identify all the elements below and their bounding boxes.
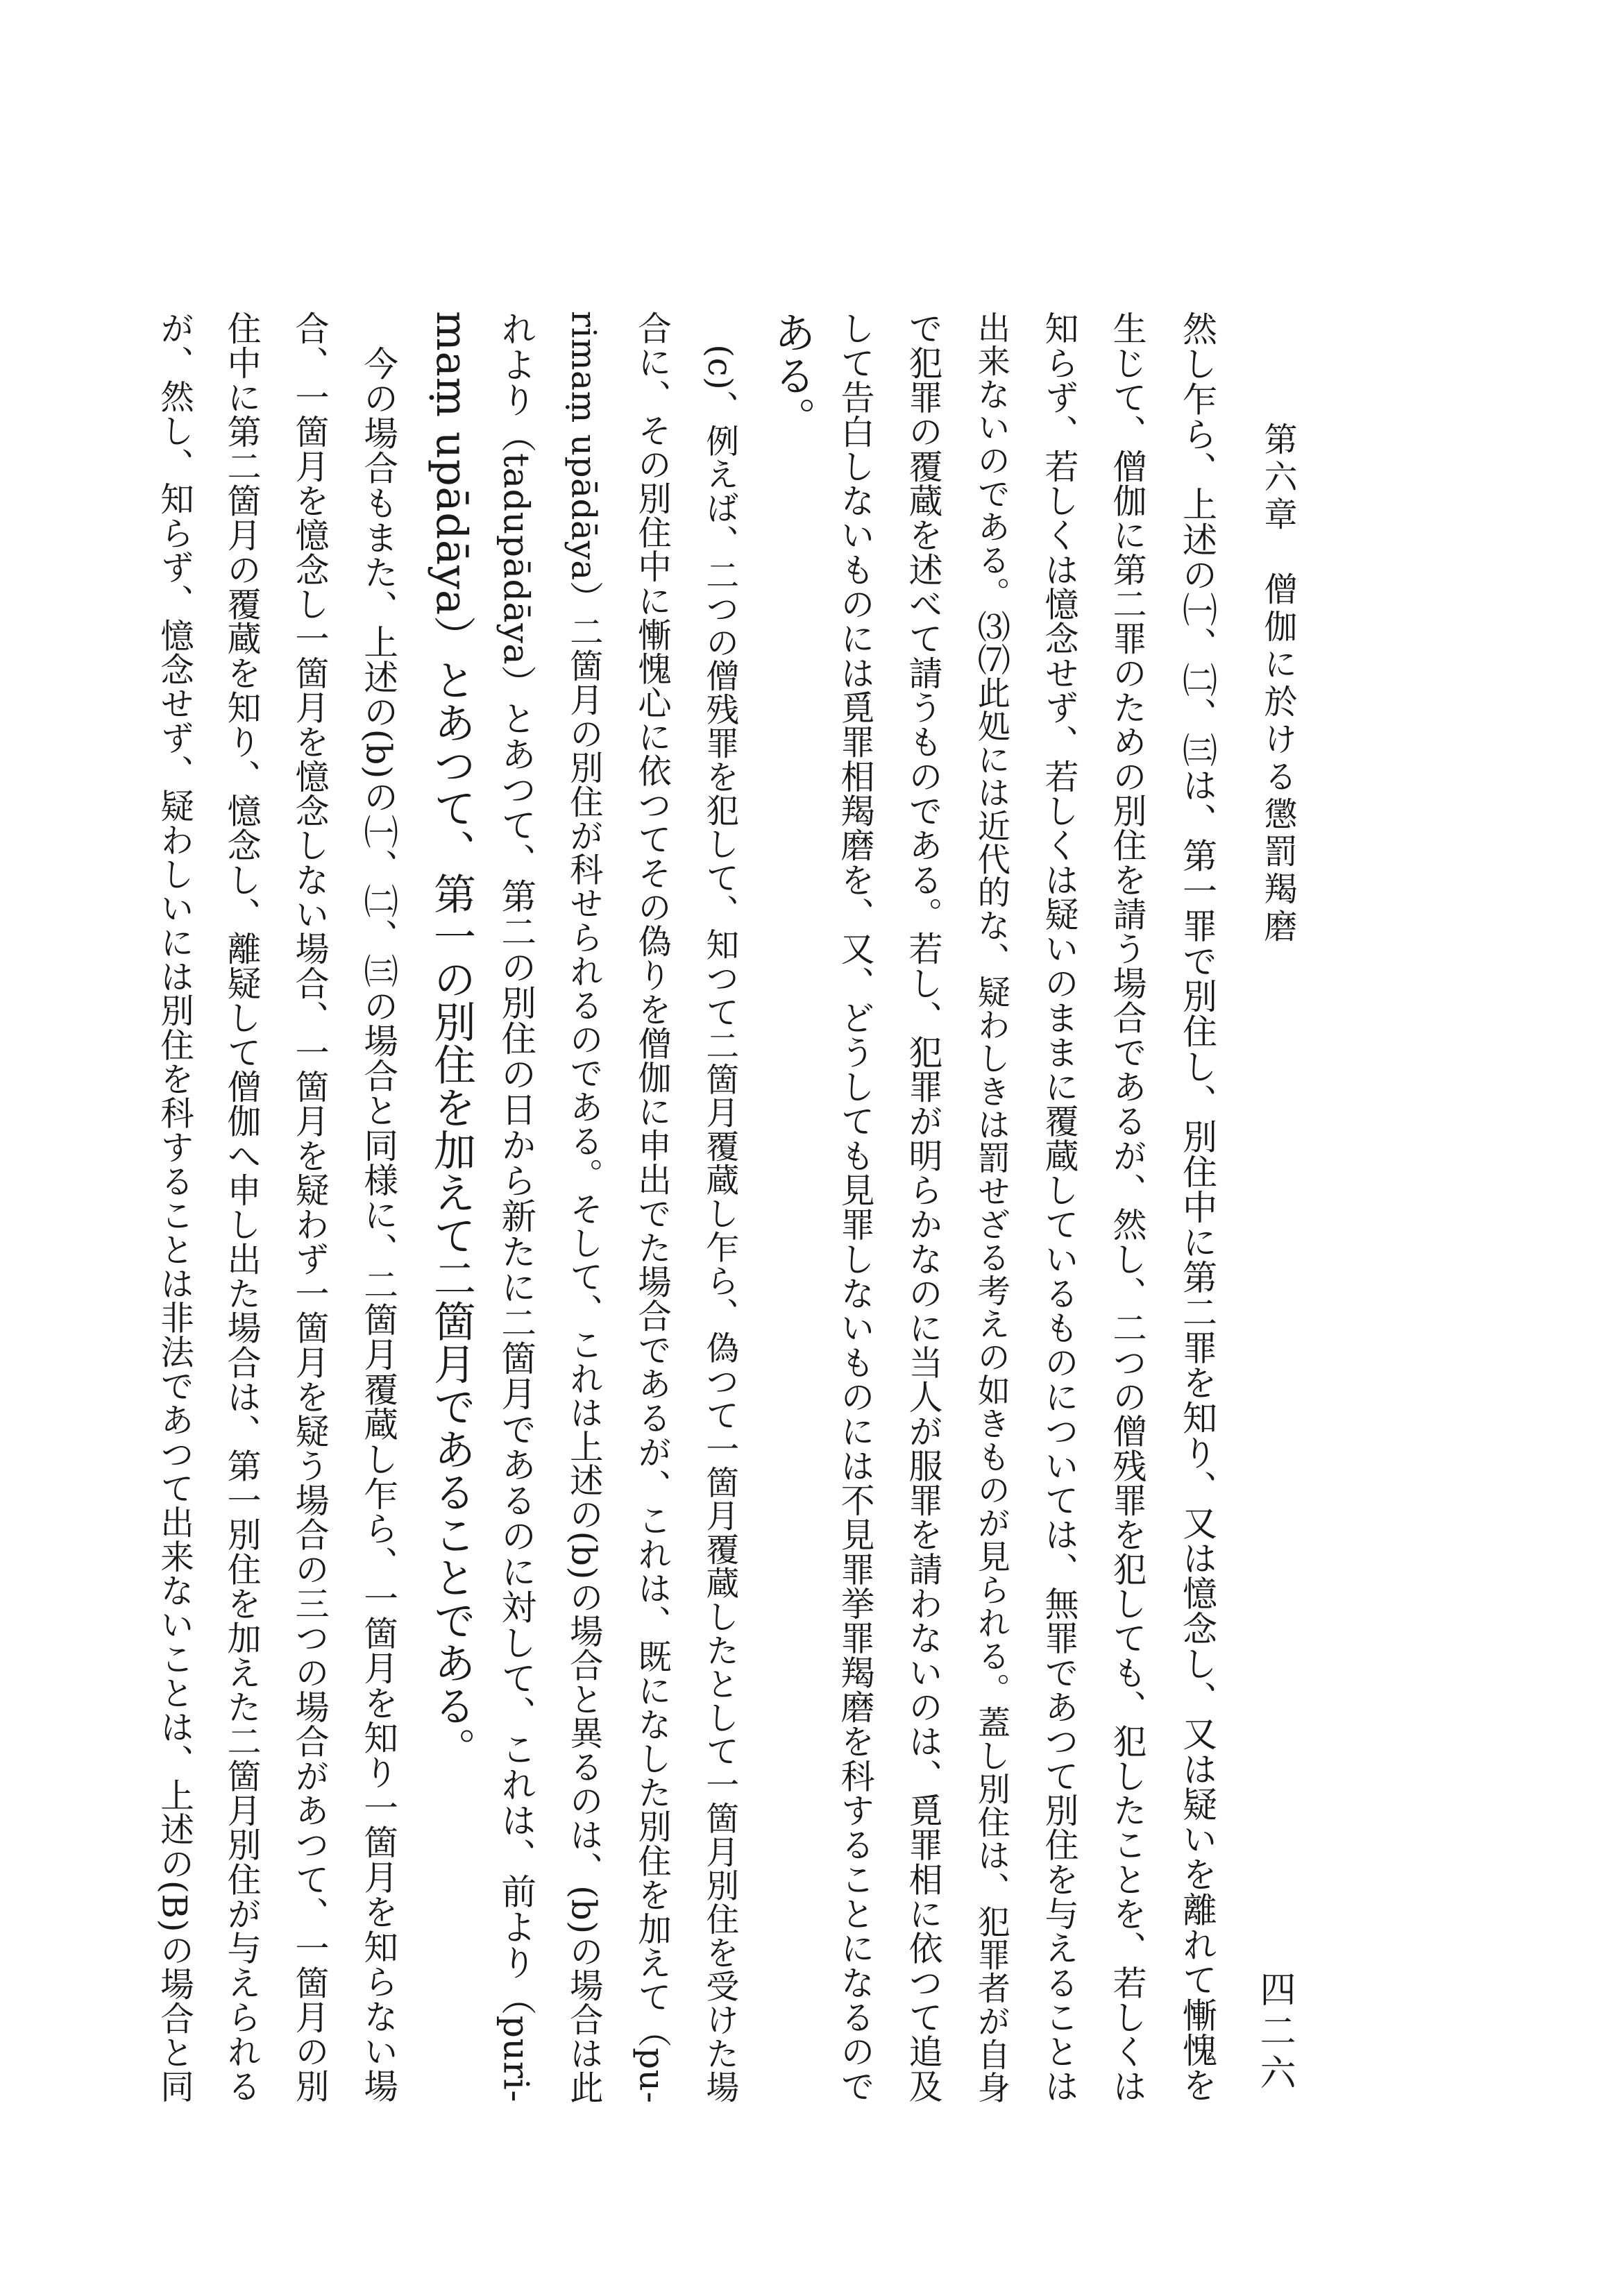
text-line: 生じて、僧伽に第二罪のための別住を請う場合であるが、然し、二つの僧残罪を犯しても、犯したことを、若しくは: [1108, 311, 1149, 2103]
text-line: 今の場合もまた、上述の(b)の㈠、㈡、㈢の場合と同様に、二箇月覆蔵し乍ら、一箇月を知り一箇月を知らない場: [358, 311, 399, 2104]
text-line: 合、一箇月を憶念し一箇月を憶念しない場合、一箇月を疑わず一箇月を疑う場合の三つの場合があつて、一箇月の別: [290, 311, 331, 2103]
text-line: rimaṃ upādāya）二箇月の別住が科せられるのである。そして、これは上述の(b)の場合と異るのは、(b)の場合は此: [564, 311, 603, 2104]
text-line: が、然し、知らず、憶念せず、疑わしいには別住を科することは非法であつて出来ないことは、上述の(B)の場合と同: [154, 311, 194, 2104]
text-line: 出来ないのである。⑶⑺此処には近代的な、疑わしきは罰せざる考えの如きものが見られる。蓋し別住は、犯罪者が自身: [972, 311, 1010, 2104]
text-line: れより（tadupādāya）とあつて、第二の別住の日から新たに二箇月であるのに対して、これは、前より（puri-: [496, 311, 537, 2103]
text-line: 合に、その別住中に慚愧心に依つてその偽りを僧伽に申出でた場合であるが、これは、既になした別住を加えて（pu-: [632, 311, 671, 2104]
text-line: (c)、例えば、二つの僧残罪を犯して、知つて二箇月覆蔵し乍ら、偽つて一箇月覆蔵したとして一箇月別住を受けた場: [700, 311, 738, 2104]
text-line: 知らず、若しくは憶念せず、若しくは疑いのままに覆蔵しているものについては、無罪であつて別住を与えることは: [1040, 311, 1081, 2103]
text-line: 住中に第二箇月の覆蔵を知り、憶念し、離疑して僧伽へ申し出た場合は、第一別住を加えた二箇月別住が与えられる: [222, 311, 263, 2103]
text-line: で犯罪の覆蔵を述べて請うものである。若し、犯罪が明らかなのに当人が服罪を請わないのは、覓罪相に依つて追及: [904, 311, 945, 2103]
page-number: 四二六: [1253, 1971, 1295, 2095]
text-line: ある。: [767, 311, 816, 439]
text-line: して告白しないものには覓罪相羯磨を、又、どうしても見罪しないものには不見罪挙罪羯磨を科することになるので: [836, 311, 877, 2103]
text-line: maṃ upādāya）とあつて、第一の別住を加えて二箇月であることである。: [427, 311, 476, 1770]
chapter-header: 第六章 僧伽に於ける懲罰羯磨: [1258, 422, 1297, 946]
text-line: 然し乍ら、上述の㈠、㈡、㈢は、第一罪で別住し、別住中に第二罪を知り、又は憶念し、又は疑いを離れて慚愧を: [1177, 311, 1218, 2103]
